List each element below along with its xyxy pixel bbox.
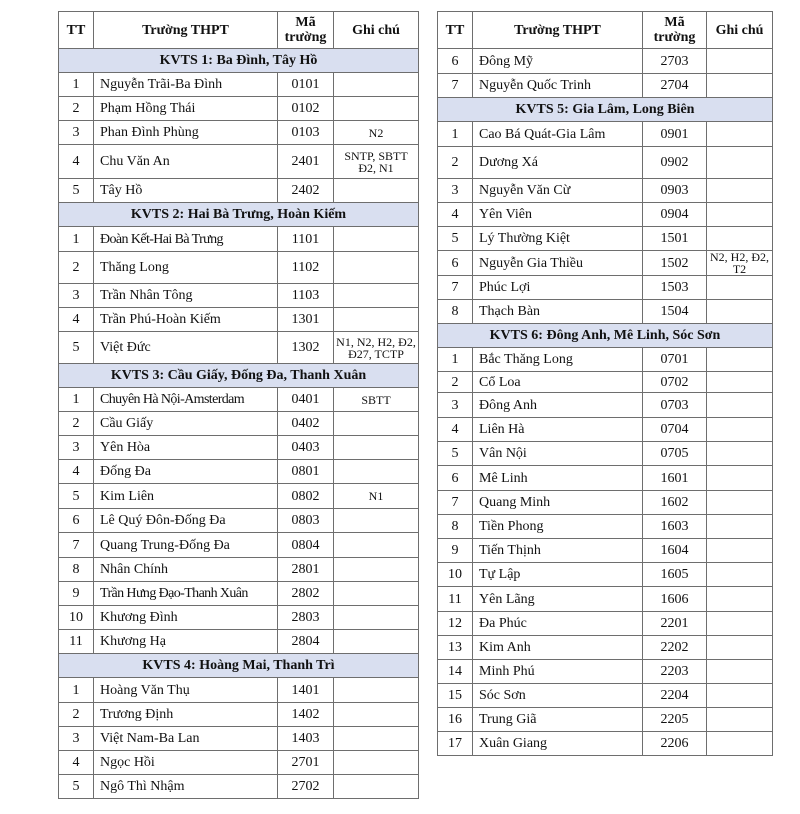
school-code: 0704 [643,418,707,442]
row-note [707,515,773,539]
table-row [59,179,419,203]
school-name: Dương Xá [473,147,643,179]
school-name: Nguyễn Trãi-Ba Đình [94,73,278,97]
school-name: Lê Quý Đôn-Đống Đa [94,509,278,533]
group-title-row [59,49,419,73]
row-number: 6 [59,509,94,533]
school-code: 0901 [643,122,707,147]
row-number: 3 [59,284,94,308]
row-number: 13 [438,636,473,660]
row-note [707,466,773,491]
row-note [334,703,419,727]
table-row [59,751,419,775]
row-note: SBTT [334,388,419,412]
group-kvts-2 [59,203,419,364]
school-name: Trương Định [94,703,278,727]
school-code: 0101 [278,73,334,97]
row-number: 10 [59,606,94,630]
table-row [438,660,773,684]
row-note [334,412,419,436]
table-row [438,418,773,442]
row-note: SNTP, SBTT Đ2, N1 [334,145,419,179]
row-note [707,636,773,660]
school-name: Sóc Sơn [473,684,643,708]
table-row [59,412,419,436]
school-name: Đống Đa [94,460,278,484]
school-name: Đa Phúc [473,612,643,636]
group-title-row [59,203,419,227]
table-row [59,533,419,558]
row-number: 7 [438,491,473,515]
row-note [707,708,773,732]
row-number: 5 [59,332,94,364]
school-name: Thạch Bàn [473,300,643,324]
row-note [707,147,773,179]
row-number: 11 [59,630,94,654]
row-note [707,732,773,756]
school-table-right [437,11,773,756]
school-name: Vân Nội [473,442,643,466]
row-note [334,630,419,654]
school-code: 0801 [278,460,334,484]
school-name: Tây Hồ [94,179,278,203]
row-note [707,491,773,515]
row-note [334,533,419,558]
table-row [438,491,773,515]
row-number: 5 [59,179,94,203]
school-name: Bắc Thăng Long [473,348,643,372]
row-number: 9 [438,539,473,563]
group-kvts-4 [59,654,419,799]
row-note [334,727,419,751]
row-note [707,393,773,418]
school-name: Trần Phú-Hoàn Kiếm [94,308,278,332]
row-note [334,460,419,484]
row-note [707,74,773,98]
school-code: 0904 [643,203,707,227]
row-note [334,179,419,203]
header-code: Mã trường [643,12,707,49]
row-number: 6 [438,49,473,74]
header-note: Ghi chú [707,12,773,49]
row-number: 1 [59,227,94,252]
table-row [59,97,419,121]
group-kvts-6 [438,324,773,756]
row-number: 4 [59,460,94,484]
row-note [707,660,773,684]
table-row [59,436,419,460]
table-row [59,509,419,533]
school-name: Chu Văn An [94,145,278,179]
table-row [59,388,419,412]
school-code: 0703 [643,393,707,418]
row-note [334,582,419,606]
school-code: 0802 [278,484,334,509]
table-row [438,393,773,418]
row-note [334,606,419,630]
school-code: 1401 [278,678,334,703]
school-name: Chuyên Hà Nội-Amsterdam [94,388,278,412]
table-row [438,74,773,98]
row-number: 4 [438,418,473,442]
row-number: 1 [438,122,473,147]
school-code: 2701 [278,751,334,775]
school-name: Kim Liên [94,484,278,509]
school-code: 1603 [643,515,707,539]
school-code: 2401 [278,145,334,179]
group-kvts-3 [59,364,419,654]
school-name: Minh Phú [473,660,643,684]
row-number: 1 [59,73,94,97]
school-name: Quang Minh [473,491,643,515]
group-title-row [59,364,419,388]
table-row [59,252,419,284]
table-row [59,775,419,799]
school-code: 2802 [278,582,334,606]
table-row [59,484,419,509]
header-school: Trường THPT [473,12,643,49]
row-number: 8 [59,558,94,582]
school-code: 1504 [643,300,707,324]
group-title: KVTS 5: Gia Lâm, Long Biên [438,98,773,122]
row-number: 2 [59,97,94,121]
school-code: 0903 [643,179,707,203]
row-note [334,308,419,332]
school-code: 0804 [278,533,334,558]
school-code: 1402 [278,703,334,727]
group-title: KVTS 4: Hoàng Mai, Thanh Trì [59,654,419,678]
header-school: Trường THPT [94,12,278,49]
row-number: 10 [438,563,473,587]
group-title: KVTS 3: Cầu Giấy, Đống Đa, Thanh Xuân [59,364,419,388]
school-name: Mê Linh [473,466,643,491]
row-number: 4 [59,751,94,775]
table-row [59,284,419,308]
table-row [438,49,773,74]
school-code: 0403 [278,436,334,460]
school-code: 1503 [643,276,707,300]
row-number: 5 [59,484,94,509]
school-name: Trần Nhân Tông [94,284,278,308]
row-number: 17 [438,732,473,756]
school-name: Nguyễn Văn Cừ [473,179,643,203]
school-code: 0401 [278,388,334,412]
school-code: 2203 [643,660,707,684]
row-note [707,539,773,563]
table-row [438,466,773,491]
row-note [707,442,773,466]
table-row [438,442,773,466]
header-code: Mã trường [278,12,334,49]
header-note: Ghi chú [334,12,419,49]
school-name: Yên Viên [473,203,643,227]
school-code: 0702 [643,372,707,393]
school-code: 2801 [278,558,334,582]
row-number: 2 [59,412,94,436]
school-code: 2704 [643,74,707,98]
table-row [438,122,773,147]
table-row [438,563,773,587]
school-code: 1403 [278,727,334,751]
row-number: 1 [59,388,94,412]
table-row [438,372,773,393]
row-number: 5 [59,775,94,799]
table-header-row [438,12,773,49]
row-note [707,300,773,324]
school-name: Kim Anh [473,636,643,660]
group-title-row [438,98,773,122]
school-name: Tiến Thịnh [473,539,643,563]
row-note [334,436,419,460]
table-row [438,515,773,539]
school-name: Thăng Long [94,252,278,284]
school-name: Tiền Phong [473,515,643,539]
table-row [59,582,419,606]
row-number: 16 [438,708,473,732]
table-row [59,308,419,332]
table-row [438,179,773,203]
school-name: Yên Lãng [473,587,643,612]
school-code: 0803 [278,509,334,533]
school-name: Ngọc Hồi [94,751,278,775]
table-row [438,539,773,563]
row-number: 4 [438,203,473,227]
school-code: 0705 [643,442,707,466]
row-note [707,49,773,74]
table-row [438,300,773,324]
school-name: Cổ Loa [473,372,643,393]
school-name: Việt Nam-Ba Lan [94,727,278,751]
row-note [707,227,773,251]
school-code: 2803 [278,606,334,630]
school-code: 0902 [643,147,707,179]
group-title: KVTS 1: Ba Đình, Tây Hồ [59,49,419,73]
school-code: 1102 [278,252,334,284]
row-note [334,252,419,284]
table-row [438,732,773,756]
school-code: 2702 [278,775,334,799]
school-code: 1501 [643,227,707,251]
school-code: 2205 [643,708,707,732]
school-name: Cao Bá Quát-Gia Lâm [473,122,643,147]
table-row [59,558,419,582]
row-note [707,418,773,442]
school-code: 2402 [278,179,334,203]
row-note: N1 [334,484,419,509]
table-row [59,630,419,654]
school-name: Đông Anh [473,393,643,418]
row-note: N2 [334,121,419,145]
school-code: 2204 [643,684,707,708]
school-table-left [58,11,419,799]
school-name: Cầu Giấy [94,412,278,436]
table-row [438,684,773,708]
school-name: Nguyễn Quốc Trinh [473,74,643,98]
row-number: 4 [59,145,94,179]
school-code: 1101 [278,227,334,252]
row-note: N1, N2, H2, Đ2, Đ27, TCTP [334,332,419,364]
header-tt: TT [59,12,94,49]
school-code: 1605 [643,563,707,587]
table-row [59,332,419,364]
school-name: Phan Đình Phùng [94,121,278,145]
row-note [707,179,773,203]
row-note [334,284,419,308]
row-note [707,684,773,708]
table-row [438,227,773,251]
school-name: Tự Lập [473,563,643,587]
row-note [707,122,773,147]
table-row [59,460,419,484]
table-row [438,636,773,660]
row-note [334,509,419,533]
row-number: 12 [438,612,473,636]
group-title: KVTS 6: Đông Anh, Mê Linh, Sóc Sơn [438,324,773,348]
school-name: Trung Giã [473,708,643,732]
table-row [438,348,773,372]
school-code: 2804 [278,630,334,654]
school-name: Phạm Hồng Thái [94,97,278,121]
school-name: Việt Đức [94,332,278,364]
table-row [438,276,773,300]
school-code: 1601 [643,466,707,491]
table-row [59,727,419,751]
school-name: Xuân Giang [473,732,643,756]
row-number: 8 [438,515,473,539]
row-number: 7 [59,533,94,558]
row-number: 2 [59,703,94,727]
school-code: 1502 [643,251,707,276]
row-number: 3 [59,727,94,751]
row-number: 3 [438,393,473,418]
row-note [707,372,773,393]
row-note [334,73,419,97]
row-number: 14 [438,660,473,684]
table-row [59,121,419,145]
row-note [707,563,773,587]
row-note: N2, H2, Đ2, T2 [707,251,773,276]
table-row [59,703,419,727]
table-row [438,612,773,636]
group-kvts-5 [438,98,773,324]
table-row [438,147,773,179]
row-number: 5 [438,227,473,251]
school-name: Khương Đình [94,606,278,630]
table-row [59,606,419,630]
table-row [438,203,773,227]
school-name: Trần Hưng Đạo-Thanh Xuân [94,582,278,606]
row-number: 1 [59,678,94,703]
table-row [438,587,773,612]
row-number: 7 [438,74,473,98]
group-title-row [438,324,773,348]
row-number: 1 [438,348,473,372]
row-number: 11 [438,587,473,612]
row-note [707,276,773,300]
table-row [59,678,419,703]
row-number: 3 [438,179,473,203]
table-row [438,251,773,276]
school-name: Lý Thường Kiệt [473,227,643,251]
row-note [334,227,419,252]
school-code: 1604 [643,539,707,563]
school-code: 2202 [643,636,707,660]
school-name: Đông Mỹ [473,49,643,74]
row-number: 6 [438,466,473,491]
school-name: Nguyễn Gia Thiều [473,251,643,276]
school-name: Yên Hòa [94,436,278,460]
row-number: 3 [59,121,94,145]
row-note [707,612,773,636]
school-code: 1606 [643,587,707,612]
row-note [707,587,773,612]
row-number: 2 [438,372,473,393]
row-number: 4 [59,308,94,332]
school-code: 2206 [643,732,707,756]
school-name: Ngô Thì Nhậm [94,775,278,799]
school-name: Nhân Chính [94,558,278,582]
row-note [334,775,419,799]
school-name: Phúc Lợi [473,276,643,300]
table-row [59,145,419,179]
row-number: 15 [438,684,473,708]
row-note [334,751,419,775]
row-number: 3 [59,436,94,460]
group-kvts-1 [59,49,419,203]
row-number: 2 [438,147,473,179]
row-number: 5 [438,442,473,466]
school-code: 0102 [278,97,334,121]
row-number: 2 [59,252,94,284]
row-number: 9 [59,582,94,606]
row-note [334,97,419,121]
row-number: 6 [438,251,473,276]
group-kvts-4-continued [438,49,773,98]
school-code: 0103 [278,121,334,145]
row-note [707,203,773,227]
group-title-row [59,654,419,678]
school-code: 1302 [278,332,334,364]
school-code: 2201 [643,612,707,636]
row-note [707,348,773,372]
table-row [59,227,419,252]
row-number: 7 [438,276,473,300]
row-note [334,558,419,582]
header-tt: TT [438,12,473,49]
school-name: Quang Trung-Đống Đa [94,533,278,558]
table-header-row [59,12,419,49]
row-note [334,678,419,703]
school-code: 2703 [643,49,707,74]
table-row [59,73,419,97]
school-name: Khương Hạ [94,630,278,654]
row-number: 8 [438,300,473,324]
school-name: Liên Hà [473,418,643,442]
school-name: Hoàng Văn Thụ [94,678,278,703]
school-code: 0402 [278,412,334,436]
school-name: Đoàn Kết-Hai Bà Trưng [94,227,278,252]
school-code: 1103 [278,284,334,308]
school-code: 1602 [643,491,707,515]
school-code: 1301 [278,308,334,332]
group-title: KVTS 2: Hai Bà Trưng, Hoàn Kiếm [59,203,419,227]
table-row [438,708,773,732]
school-code: 0701 [643,348,707,372]
